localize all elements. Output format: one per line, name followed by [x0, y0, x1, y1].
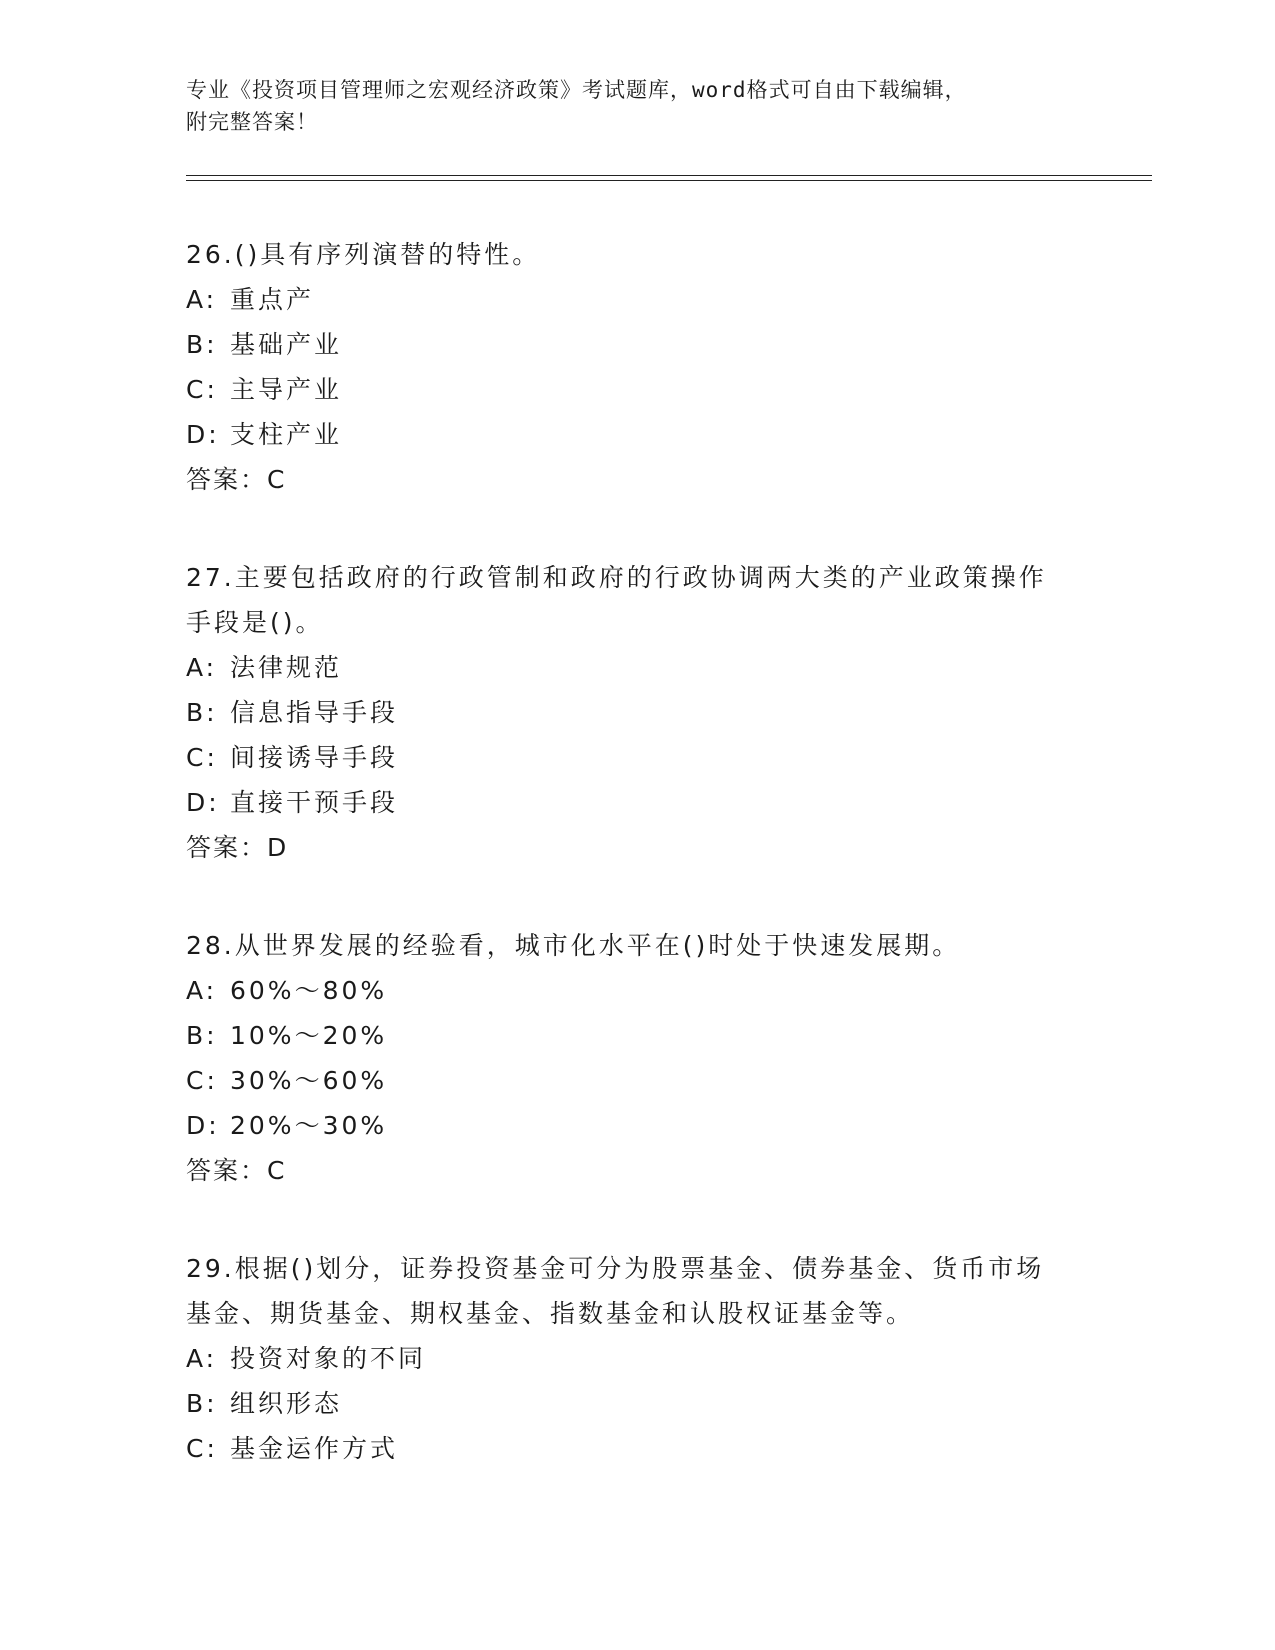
question-stem [186, 232, 1086, 277]
question-list [186, 232, 1086, 1524]
question-28 [186, 923, 1086, 1193]
option-text: 20%～30% [230, 1111, 388, 1140]
option-text: 间接诱导手段 [230, 743, 399, 772]
option-key: B: [186, 1389, 218, 1418]
option-text: 信息指导手段 [230, 698, 399, 727]
option-key: C: [186, 375, 218, 404]
option-key: A: [186, 976, 218, 1005]
option-text: 组织形态 [230, 1389, 343, 1418]
question-stem-continued: 手段是()。 [186, 608, 324, 637]
header-line-1: 专业《投资项目管理师之宏观经济政策》考试题库，word格式可自由下载编辑， [186, 78, 967, 102]
header-divider-bottom [186, 180, 1152, 181]
option-key: C: [186, 743, 218, 772]
answer-line: 答案：D [186, 833, 289, 862]
option-d [186, 780, 1086, 825]
option-key: B: [186, 330, 218, 359]
option-b [186, 690, 1086, 735]
option-key: B: [186, 698, 218, 727]
option-text: 支柱产业 [230, 420, 343, 449]
option-a [186, 645, 1086, 690]
option-key: D: [186, 420, 220, 449]
option-b [186, 1013, 1086, 1058]
question-number: 29. [186, 1254, 235, 1283]
option-text: 30%～60% [230, 1066, 388, 1095]
header-line-2: 附完整答案！ [186, 110, 318, 134]
question-stem-continued: 基金、期货基金、期权基金、指数基金和认股权证基金等。 [186, 1299, 915, 1328]
option-key: C: [186, 1066, 218, 1095]
question-number: 26. [186, 240, 235, 269]
option-key: B: [186, 1021, 218, 1050]
question-number: 28. [186, 931, 235, 960]
option-text: 重点产 [230, 285, 315, 314]
question-26 [186, 232, 1086, 502]
option-text: 法律规范 [230, 653, 343, 682]
option-a [186, 277, 1086, 322]
option-a [186, 1336, 1086, 1381]
answer-line: 答案：C [186, 1156, 287, 1185]
header-divider-top [186, 175, 1152, 176]
option-key: A: [186, 285, 218, 314]
option-b [186, 322, 1086, 367]
question-stem [186, 555, 1086, 600]
option-text: 10%～20% [230, 1021, 388, 1050]
option-d [186, 1103, 1086, 1148]
option-key: A: [186, 1344, 218, 1373]
question-number: 27. [186, 563, 235, 592]
option-key: C: [186, 1434, 218, 1463]
document-header [186, 74, 1086, 138]
option-c [186, 367, 1086, 412]
option-key: D: [186, 1111, 220, 1140]
option-c [186, 1426, 1086, 1471]
option-text: 基金运作方式 [230, 1434, 399, 1463]
option-text: 投资对象的不同 [230, 1344, 427, 1373]
question-text: 从世界发展的经验看，城市化水平在()时处于快速发展期。 [234, 931, 961, 960]
option-key: A: [186, 653, 218, 682]
option-text: 主导产业 [230, 375, 343, 404]
option-text: 直接干预手段 [230, 788, 399, 817]
option-b [186, 1381, 1086, 1426]
question-text: 根据()划分，证券投资基金可分为股票基金、债券基金、货币市场 [234, 1254, 1045, 1283]
option-a [186, 968, 1086, 1013]
answer-line: 答案：C [186, 465, 287, 494]
option-c [186, 735, 1086, 780]
option-text: 60%～80% [230, 976, 388, 1005]
question-27 [186, 555, 1086, 870]
option-text: 基础产业 [230, 330, 343, 359]
question-text: 主要包括政府的行政管制和政府的行政协调两大类的产业政策操作 [234, 563, 1047, 592]
question-stem [186, 1246, 1086, 1291]
question-text: ()具有序列演替的特性。 [234, 240, 541, 269]
question-29 [186, 1246, 1086, 1471]
option-d [186, 412, 1086, 457]
option-key: D: [186, 788, 220, 817]
question-stem [186, 923, 1086, 968]
option-c [186, 1058, 1086, 1103]
